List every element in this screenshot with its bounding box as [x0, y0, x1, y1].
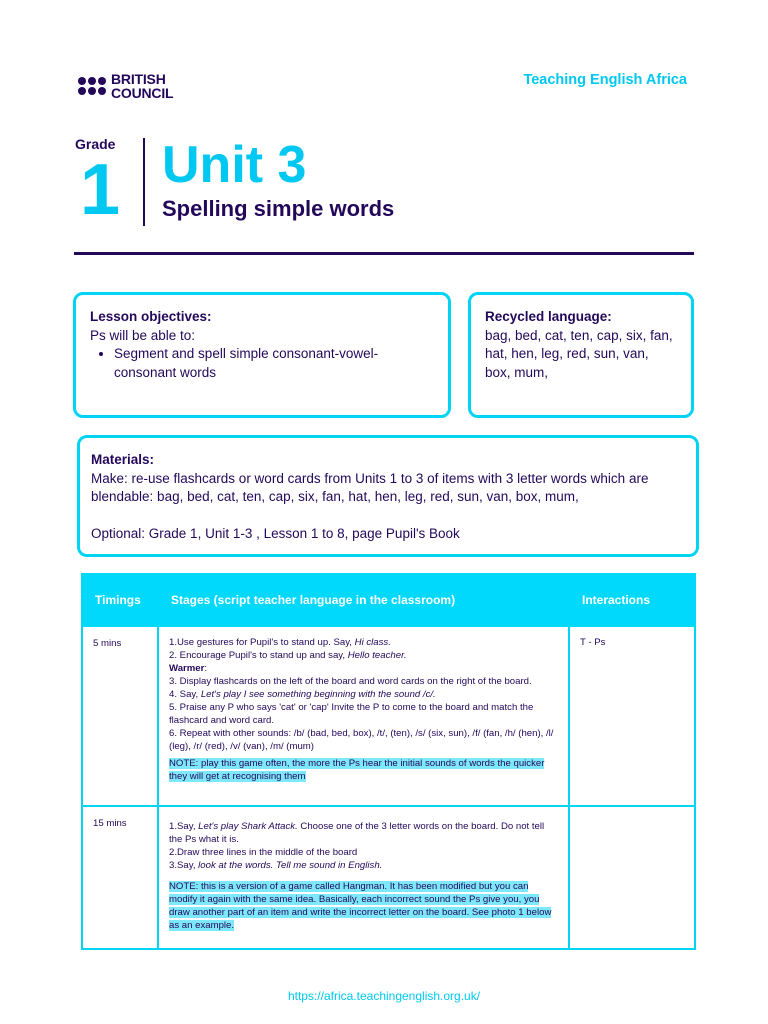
logo-line-1: BRITISH	[111, 71, 166, 87]
recycled-heading: Recycled language:	[485, 309, 612, 324]
recycled-language-box	[468, 292, 694, 418]
unit-subtitle: Spelling simple words	[162, 196, 395, 221]
header-stages: Stages (script teacher language in the classroom)	[158, 574, 569, 626]
teacher-note: NOTE: this is a version of a game called Hangman. It has been modified but you can modify it again with the same idea. Basically, each incorrect sound the Ps give you, you draw another part of an item and write the incorrect letter on the board. See photo 1 below as an example.	[169, 881, 552, 931]
table-header-row	[82, 574, 695, 626]
stage-line: 4. Say, Let's play I see something beginning with the sound /c/.	[169, 689, 436, 700]
objective-item: • Segment and spell simple consonant-vowel-consonant words	[114, 345, 434, 382]
stage-line: 6. Repeat with other sounds: /b/ (bad, bed, box), /t/, (ten), /s/ (six, sun), /f/ (fan, /h/ (hen), /l/ (leg), /r/ (red), /v/ (van), /m/ (mum)	[169, 728, 554, 752]
teacher-note: NOTE: play this game often, the more the Ps hear the initial sounds of words the quicker they will get at recognising them	[169, 758, 545, 782]
materials-heading: Materials:	[91, 452, 155, 467]
british-council-logo	[78, 72, 173, 100]
stage-line: 1.Use gestures for Pupil's to stand up. Say, Hi class.	[169, 637, 391, 648]
logo-line-2: COUNCIL	[111, 85, 174, 101]
header-rule	[74, 252, 694, 255]
recycled-text: bag, bed, cat, ten, cap, six, fan, hat, hen, leg, red, sun, van, box, mum,	[485, 327, 673, 380]
table-row	[82, 806, 695, 949]
row-timing: 15 mins	[82, 806, 158, 949]
grade-number: 1	[80, 150, 121, 230]
unit-title: Unit 3	[162, 136, 307, 194]
stage-line: 3. Display flashcards on the left of the board and word cards on the right of the board.	[169, 676, 532, 687]
stage-line: 3.Say, look at the words. Tell me sound in English.	[169, 860, 383, 871]
header-interactions: Interactions	[569, 574, 695, 626]
stage-line: 2.Draw three lines in the middle of the board	[169, 847, 358, 858]
row-stages	[158, 806, 569, 949]
materials-box	[77, 435, 699, 557]
table-row	[82, 626, 695, 806]
row-interaction	[569, 806, 695, 949]
stage-line: 5. Praise any P who says 'cat' or 'cap' Invite the P to come to the board and match the flashcard and word card.	[169, 702, 534, 726]
grade-label: Grade	[75, 136, 116, 152]
objectives-list	[90, 345, 434, 382]
materials-optional: Optional: Grade 1, Unit 1-3 , Lesson 1 to 8, page Pupil's Book	[91, 525, 460, 541]
row-timing: 5 mins	[82, 626, 158, 806]
row-stages	[158, 626, 569, 806]
materials-make: Make: re-use flashcards or word cards from Units 1 to 3 of items with 3 letter words which are blendable: bag, bed, cat, ten, cap, six, fan, hat, hen, leg, red, sun, van, box, mum,	[91, 470, 649, 504]
objectives-heading: Lesson objectives:	[90, 309, 212, 324]
logo-text	[111, 72, 173, 100]
lesson-stages-table	[81, 573, 696, 950]
objectives-intro: Ps will be able to:	[90, 327, 196, 343]
logo-dots-icon	[78, 77, 106, 95]
title-divider	[143, 138, 145, 226]
footer-url-link[interactable]: https://africa.teachingenglish.org.uk/	[287, 989, 481, 1003]
stage-line: 1.Say, Let's play Shark Attack. Choose one of the 3 letter words on the board. Do not tell the Ps what it is.	[169, 821, 545, 845]
warmer-label: Warmer:	[169, 663, 208, 674]
row-interaction: T - Ps	[569, 626, 695, 806]
lesson-objectives-box	[73, 292, 451, 418]
stage-line: 2. Encourage Pupil's to stand up and say, Hello teacher.	[169, 650, 407, 661]
header-timings: Timings	[82, 574, 158, 626]
region-label: Teaching English Africa	[523, 72, 687, 88]
